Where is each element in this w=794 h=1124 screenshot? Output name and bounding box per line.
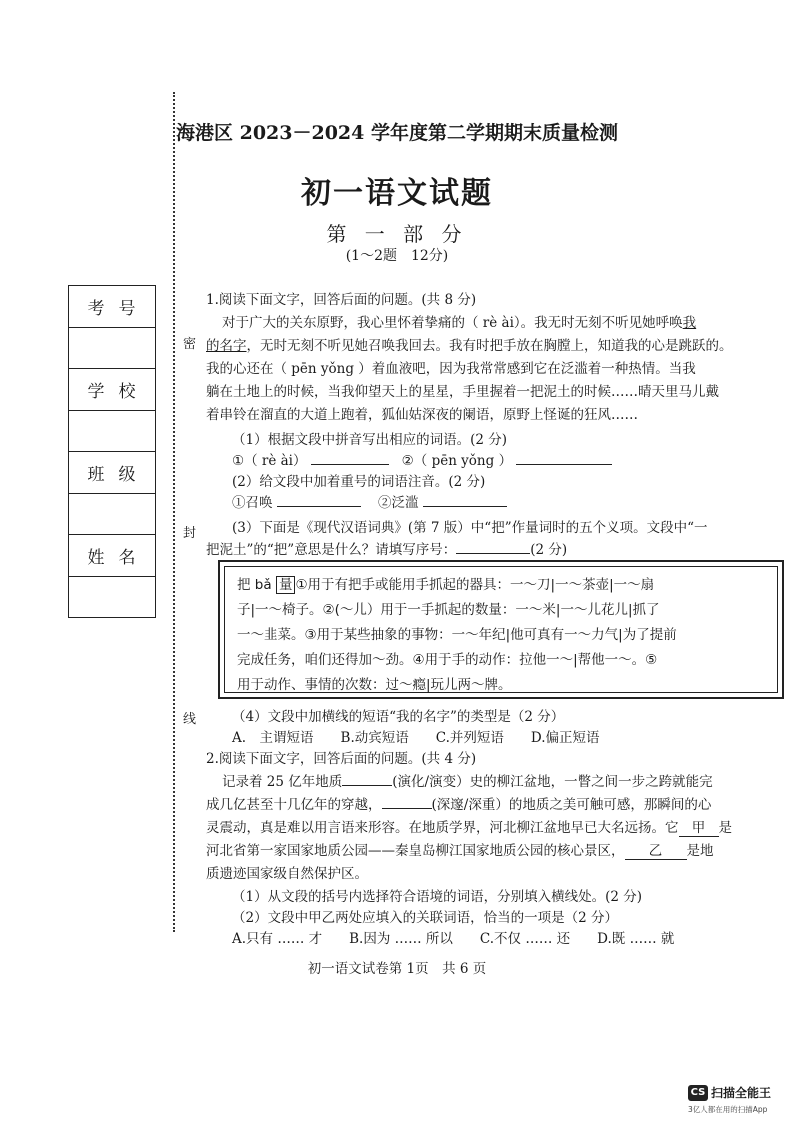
q2-para-line4: 河北省第一家国家地质公园——秦皇岛柳江国家地质公园的核心景区， 乙 是地 xyxy=(206,839,714,860)
q1-stem: 1.阅读下面文字，回答后面的问题。(共 8 分) xyxy=(206,292,477,308)
q2-blank-1[interactable] xyxy=(342,785,392,786)
answer-blank-4[interactable] xyxy=(423,506,507,507)
exam-header: 海港区 2023－2024 学年度第二学期期末质量检测 xyxy=(176,122,618,144)
q1-para-line4: 躺在土地上的时候，当我仰望天上的星星，手里握着一把泥土的时候……晴天里马儿戴 xyxy=(206,384,719,400)
q1-sub2-answers: ①召唤 ②泛滥 xyxy=(232,491,507,511)
q1-sub1: （1）根据文段中拼音写出相应的词语。(2 分) xyxy=(232,432,508,448)
student-info-table xyxy=(68,285,156,618)
answer-blank-2[interactable] xyxy=(516,464,612,465)
q1-sub4: （4）文段中加横线的短语“我的名字”的类型是（2 分） xyxy=(232,709,565,725)
dictionary-inner-border xyxy=(224,566,778,693)
field-name[interactable] xyxy=(69,576,156,618)
q2-para-line3: 灵震动，真是难以用言语来形容。在地质学界，河北柳江盆地早已大名远扬。它 甲 是 xyxy=(206,816,732,837)
dict-line2: 子|一～椅子。②(～儿）用于一手抓起的数量：一～米|一～儿花儿|抓了 xyxy=(237,602,660,618)
label-school: 学校 xyxy=(69,369,156,411)
q1-para-line3: 我的心还在（ pēn yǒng ）着血液吧，因为我常常感到它在泛滥着一种热情。当我 xyxy=(206,361,696,377)
seal-char-feng: 封 xyxy=(183,526,197,541)
q2-blank-yi[interactable]: 乙 xyxy=(625,839,687,860)
field-exam-number[interactable] xyxy=(69,327,156,369)
label-exam-number: 考号 xyxy=(69,286,156,328)
q2-blank-jia[interactable]: 甲 xyxy=(679,816,719,837)
answer-blank-3[interactable] xyxy=(277,506,361,507)
label-name: 姓名 xyxy=(69,535,156,577)
q1-sub3-line1: (3）下面是《现代汉语词典》(第 7 版）中“把”作量词时的五个义项。文段中“一 xyxy=(232,520,708,536)
q2-blank-2[interactable] xyxy=(382,808,432,809)
q1-sub4-options: A. 主谓短语 B.动宾短语 C.并列短语 D.偏正短语 xyxy=(232,730,600,746)
q1-para-line1: 对于广大的关东原野，我心里怀着挚痛的（ rè ài）。我无时无刻不听见她呼唤我 xyxy=(222,315,697,331)
seal-char-xian: 线 xyxy=(183,712,197,727)
part-note: (1～2题 12分) xyxy=(345,248,449,264)
dict-line4: 完成任务，咱们还得加～劲。④用于手的动作：拉他一～|帮他一～。⑤ xyxy=(237,652,658,668)
q2-sub2: （2）文段中甲乙两处应填入的关联词语，恰当的一项是（2 分） xyxy=(232,910,618,926)
seal-char-mi: 密 xyxy=(183,337,197,352)
part-title: 第 一 部 分 xyxy=(326,222,468,246)
q2-para-line2: 成几亿甚至十几亿年的穿越， (深邃/深重）的地质之美可触可感，那瞬间的心 xyxy=(206,797,712,813)
dict-line3: 一～韭菜。③用于某些抽象的事物：一～年纪|他可真有一～力气|为了提前 xyxy=(237,627,677,643)
q2-para-line5: 质遗迹国家级自然保护区。 xyxy=(206,866,368,882)
label-class: 班级 xyxy=(69,452,156,494)
exam-title: 初一语文试题 xyxy=(301,176,493,211)
q2-stem: 2.阅读下面文字，回答后面的问题。(共 4 分) xyxy=(206,751,477,767)
q1-para-line2: 的名字，无时无刻不听见她召唤我回去。我有时把手放在胸膛上，知道我的心是跳跃的。 xyxy=(206,338,733,354)
page-footer: 初一语文试卷第 1页 共 6 页 xyxy=(307,961,487,977)
q1-sub3-line2: 把泥土”的“把”意思是什么？请填写序号： (2 分) xyxy=(206,542,568,558)
answer-blank-5[interactable] xyxy=(456,553,530,554)
camscanner-name: 扫描全能王 xyxy=(711,1086,772,1100)
dict-line5: 用于动作、事情的次数：过～瘾|玩儿两～牌。 xyxy=(237,677,512,693)
field-school[interactable] xyxy=(69,410,156,452)
q2-sub1: （1）从文段的括号内选择符合语境的词语，分别填入横线处。(2 分) xyxy=(232,889,643,905)
q1-sub2: (2）给文段中加着重号的词语注音。(2 分) xyxy=(232,474,486,490)
dictionary-entry-box xyxy=(218,560,784,699)
camscanner-logo-icon: CS xyxy=(688,1085,708,1101)
q1-para-line5: 着串铃在溜直的大道上跑着，狐仙姑深夜的阑语，原野上怪诞的狂风…… xyxy=(206,407,638,423)
field-class[interactable] xyxy=(69,493,156,535)
answer-blank-1[interactable] xyxy=(311,464,389,465)
q1-sub1-answers: ①（ rè ài） ②（ pēn yǒng ） xyxy=(232,449,612,469)
q2-sub2-options: A.只有 …… 才 B.因为 …… 所以 C.不仅 …… 还 D.既 …… 就 xyxy=(232,931,675,947)
q2-para-line1: 记录着 25 亿年地质 (演化/演变）史的柳江盆地，一瞥之间一步之跨就能完 xyxy=(222,774,713,790)
camscanner-tagline: 3亿人都在用的扫描App xyxy=(688,1105,768,1114)
scanner-watermark xyxy=(688,1082,771,1101)
dict-line1: 把 bǎ 量 ①用于有把手或能用手抓起的器具：一～刀|一～茶壶|一～扇 xyxy=(237,577,655,593)
